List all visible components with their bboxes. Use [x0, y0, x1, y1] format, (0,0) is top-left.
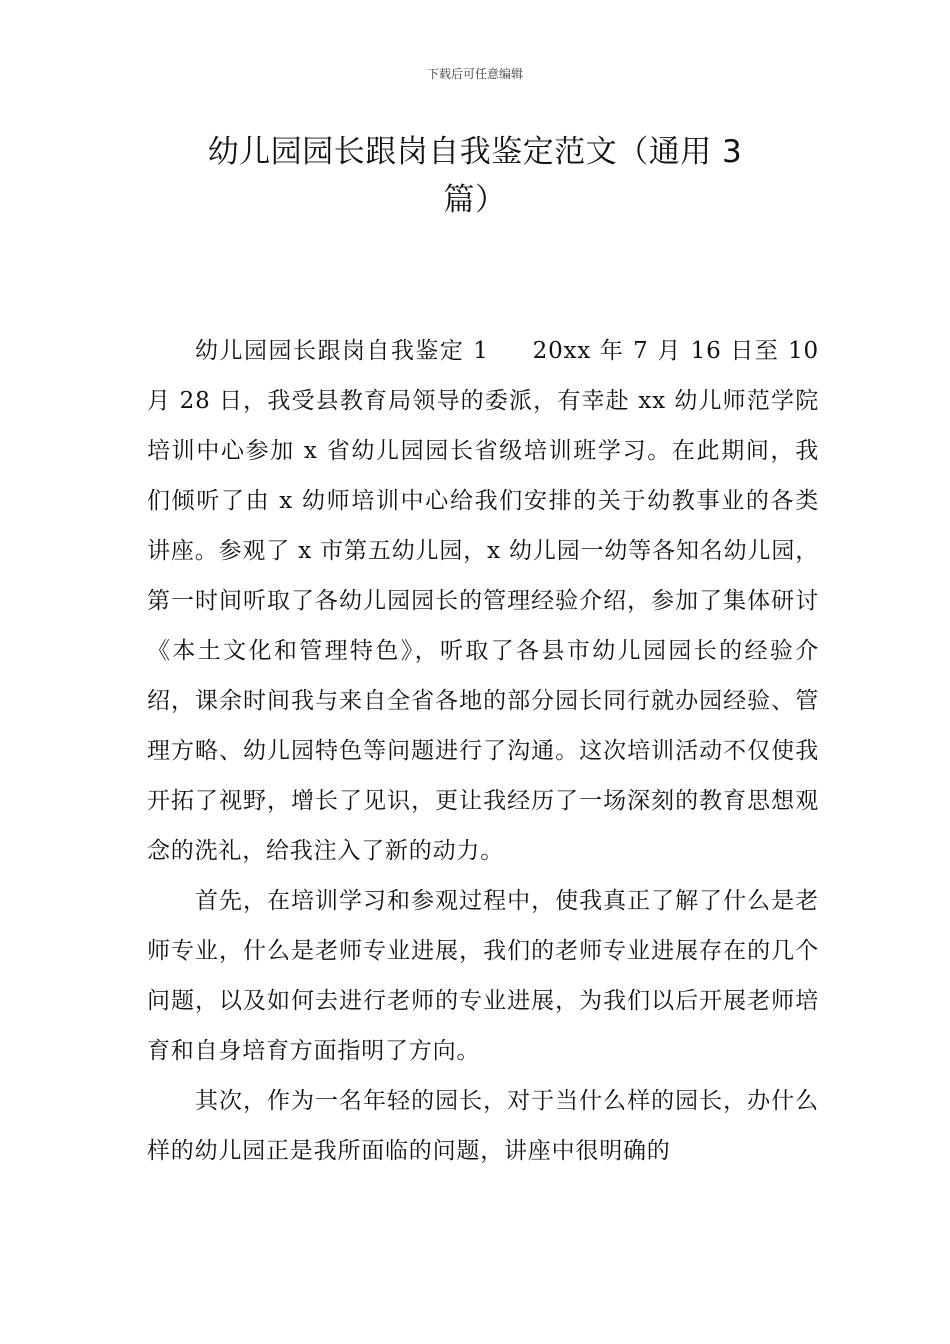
section-heading: 幼儿园园长跟岗自我鉴定 1 — [195, 338, 489, 364]
title-line-1: 幼儿园园长跟岗自我鉴定范文（通用 3 — [207, 134, 743, 170]
document-title — [175, 128, 775, 224]
paragraph-3: 其次，作为一名年轻的园长，对于当什么样的园长，办什么样的幼儿园正是我所面临的问题，讲座中很明确的 — [147, 1088, 819, 1164]
paragraph-2: 首先，在培训学习和参观过程中，使我真正了解了什么是老师专业，什么是老师专业进展，我们的老师专业进展存在的几个问题，以及如何去进行老师的专业进展，为我们以后开展老师培育和自身培育方面指明了方向。 — [147, 888, 819, 1064]
header-note: 下载后可任意编辑 — [426, 67, 523, 81]
paragraph-1-text: 20xx 年 7 月 16 日至 10 月 28 日，我受县教育局领导的委派，有幸赴 xx 幼儿师范学院培训中心参加 x 省幼儿园园长省级培训班学习。在此期间，我们倾听了由 x 幼师培训中心给我们安排的关于幼教事业的各类讲座。参观了 x 市第五幼儿园，x 幼儿园一幼等各知名幼儿园，第一时间听取了各幼儿园园长的管理经验介绍，参加了集体研讨《本土文化和管理特色》，听取了各县市幼儿园园长的经验介绍，课余时间我与来自全省各地的部分园长同行就办园经验、管理方略、幼儿园特色等问题进行了沟通。这次培训活动不仅使我开拓了视野，增长了见识，更让我经历了一场深刻的教育思想观念的洗礼，给我注入了新的动力。 — [147, 338, 819, 864]
document-body — [147, 326, 819, 1176]
paragraph-1 — [147, 326, 819, 876]
title-line-2: 篇） — [443, 182, 507, 218]
